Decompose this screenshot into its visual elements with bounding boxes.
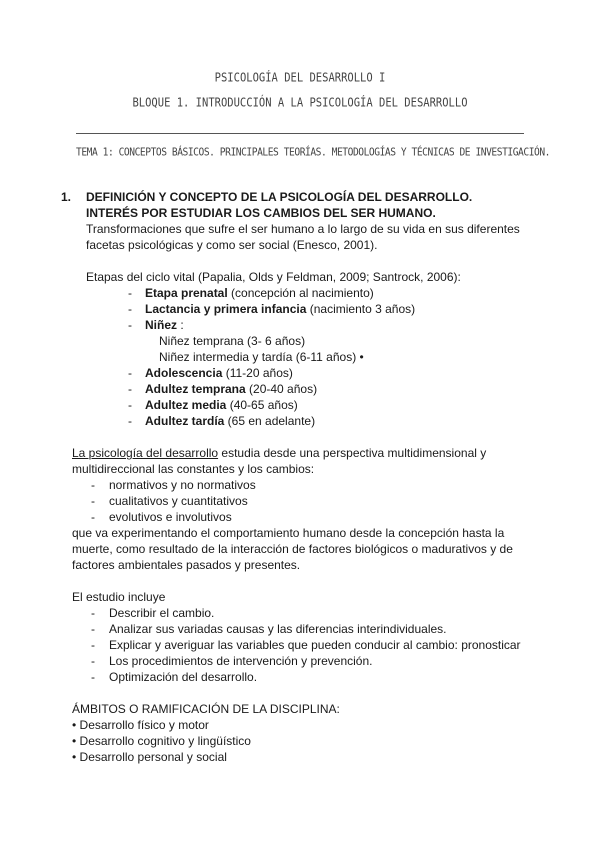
childhood-sub-item: Niñez intermedia y tardía (6-11 años) • [159, 350, 364, 364]
change-type-item: evolutivos e involutivos [109, 510, 232, 524]
study-item: Analizar sus variadas causas y las diferencias interindividuales. [109, 622, 447, 636]
section-number: 1. [61, 190, 72, 204]
definition-line2: multidireccional las constantes y los cambios: [72, 462, 315, 476]
list-dash: - [91, 654, 95, 668]
change-type-item: normativos y no normativos [109, 478, 256, 492]
section-title-line1: DEFINICIÓN Y CONCEPTO DE LA PSICOLOGÍA DEL DESARROLLO. [86, 190, 473, 204]
list-dash: - [91, 478, 95, 492]
stage-item: Niñez : [145, 318, 184, 332]
definition-line1: La psicología del desarrollo estudia desde una perspectiva multidimensional y [72, 446, 487, 460]
list-dash: - [91, 622, 95, 636]
study-item: Los procedimientos de intervención y prevención. [109, 654, 373, 668]
definition-cont-line2: muerte, como resultado de la interacción de factores biológicos o madurativos y de [72, 542, 513, 556]
list-dash: - [91, 670, 95, 684]
stages-heading: Etapas del ciclo vital (Papalia, Olds y Feldman, 2009; Santrock, 2006): [86, 270, 461, 284]
list-dash: - [128, 382, 132, 396]
stage-item: Adultez temprana (20-40 años) [145, 382, 318, 396]
list-dash: - [128, 286, 132, 300]
list-dash: - [128, 414, 132, 428]
stage-item: Adultez media (40-65 años) [145, 398, 298, 412]
list-dash: - [91, 606, 95, 620]
list-dash: - [91, 638, 95, 652]
definition-cont-line3: factores ambientales pasados y presentes. [72, 558, 301, 572]
intro-line1: Transformaciones que sufre el ser humano a lo largo de su vida en sus diferentes [86, 222, 520, 236]
ambito-item: • Desarrollo personal y social [72, 750, 227, 764]
stage-item: Lactancia y primera infancia (nacimiento 3 años) [145, 302, 416, 316]
childhood-sub-item: Niñez temprana (3- 6 años) [159, 334, 306, 348]
header-divider [76, 133, 524, 134]
list-dash: - [128, 398, 132, 412]
list-dash: - [128, 302, 132, 316]
list-dash: - [91, 494, 95, 508]
change-type-item: cualitativos y cuantitativos [109, 494, 248, 508]
list-dash: - [128, 366, 132, 380]
ambito-item: • Desarrollo físico y motor [72, 718, 209, 732]
study-item: Optimización del desarrollo. [109, 670, 258, 684]
ambito-item: • Desarrollo cognitivo y lingüístico [72, 734, 251, 748]
list-dash: - [91, 510, 95, 524]
section-title-line2: INTERÉS POR ESTUDIAR LOS CAMBIOS DEL SER HUMANO. [86, 206, 436, 220]
ambitos-heading: ÁMBITOS O RAMIFICACIÓN DE LA DISCIPLINA: [72, 702, 340, 716]
course-title: PSICOLOGÍA DEL DESARROLLO I [214, 71, 386, 85]
intro-line2: facetas psicológicas y como ser social (Enesco, 2001). [86, 238, 378, 252]
block-title: BLOQUE 1. INTRODUCCIÓN A LA PSICOLOGÍA DEL DESARROLLO [132, 96, 468, 110]
stage-item: Adolescencia (11-20 años) [145, 366, 293, 380]
definition-cont-line1: que va experimentando el comportamiento humano desde la concepción hasta la [72, 526, 505, 540]
study-heading: El estudio incluye [72, 590, 166, 604]
definition-term: La psicología del desarrollo [72, 446, 219, 460]
study-item: Describir el cambio. [109, 606, 215, 620]
list-dash: - [128, 318, 132, 332]
topic-title: TEMA 1: CONCEPTOS BÁSICOS. PRINCIPALES TEORÍAS. METODOLOGÍAS Y TÉCNICAS DE INVESTIGACIÓN. [76, 146, 551, 159]
study-item: Explicar y averiguar las variables que pueden conducir al cambio: pronosticar [109, 638, 521, 652]
stage-item: Etapa prenatal (concepción al nacimiento) [145, 286, 374, 300]
stage-item: Adultez tardía (65 en adelante) [145, 414, 316, 428]
